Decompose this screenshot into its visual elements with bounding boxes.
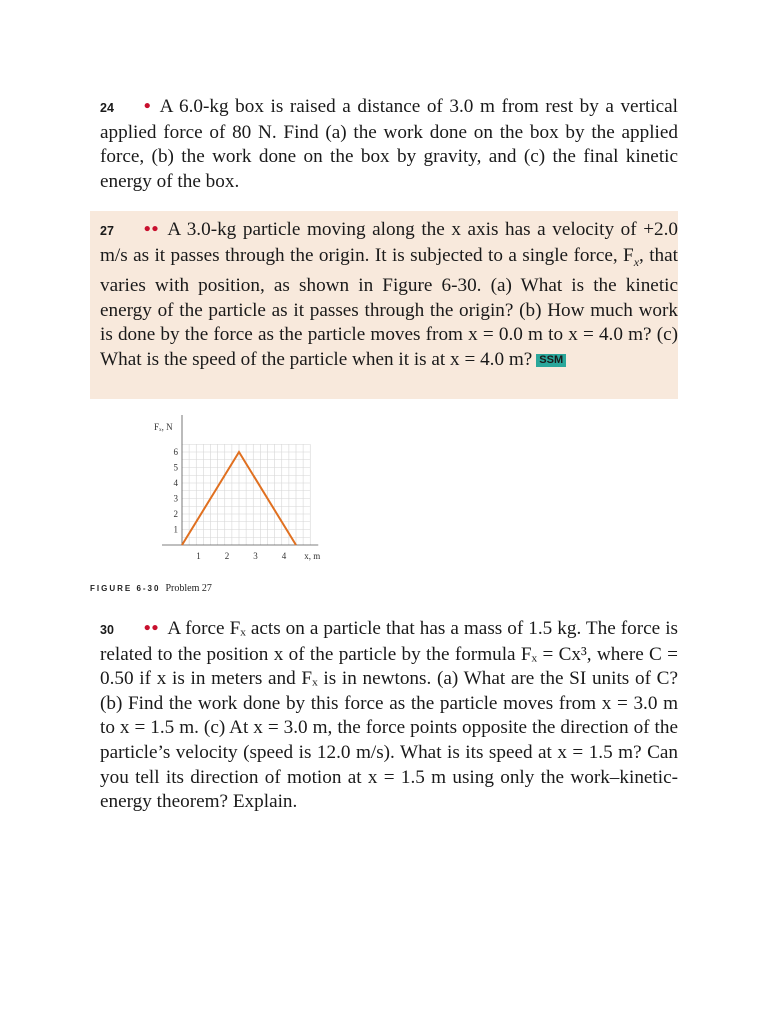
figure-label: FIGURE 6-30	[90, 584, 161, 593]
problem-27	[100, 218, 678, 373]
problem-text-part-2: , that varies with position, as shown in Figure 6-30. (a) What is the kinetic energy of the particle as it passes through the origin? (b) How much work is done by the force as the particle moves from x = 0.0 m to x = 4.0 m? (c) What is the speed of the particle when it is at x = 4.0 m?	[100, 244, 679, 370]
subscript: x	[633, 254, 640, 269]
x-tick-label: 1	[196, 551, 201, 561]
ssm-badge[interactable]: SSM	[536, 354, 566, 367]
problem-number: 30	[100, 623, 114, 637]
y-tick-label: 3	[173, 493, 178, 504]
force-position-chart	[140, 415, 360, 575]
problem-text: A force Fₓ acts on a particle that has a mass of 1.5 kg. The force is related to the position x of the particle by the formula Fₓ = Cx³, where C = 0.50 if x is in meters and Fₓ is in newtons. (a) What are the SI units of C? (b) Find the work done by this force as the particle moves from x = 3.0 m to x = 1.5 m. (c) At x = 3.0 m, the force points opposite the direction of the particle’s velocity (speed is 12.0 m/s). What is its speed at x = 1.5 m? Can you tell its direction of motion at x = 1.5 m using only the work–kinetic-energy theorem? Explain.	[100, 618, 678, 813]
x-tick-label: 4	[281, 551, 287, 561]
difficulty-dots: ••	[143, 219, 160, 240]
x-tick-label: 2	[224, 551, 230, 561]
problem-number: 24	[100, 101, 114, 115]
problem-24	[100, 95, 678, 194]
problem-text: A 6.0-kg box is raised a distance of 3.0 m from rest by a vertical applied force of 80 N. Find (a) the work done on the box by the applied force, (b) the work done on the box by gravity, and (c) the final kinetic energy of the box.	[100, 96, 678, 192]
y-tick-label: 1	[173, 524, 178, 535]
figure-caption-text: Problem 27	[165, 583, 212, 594]
y-tick-label: 6	[173, 447, 178, 457]
problem-30	[100, 617, 678, 815]
figure-caption	[90, 583, 212, 594]
y-axis-label: Fₓ, N	[154, 422, 173, 432]
x-axis-label: x, m	[304, 551, 321, 561]
x-tick-label: 3	[253, 551, 258, 561]
difficulty-dots: •	[143, 96, 152, 117]
problem-number: 27	[100, 224, 114, 238]
y-tick-label: 2	[173, 509, 178, 519]
difficulty-dots: ••	[143, 618, 160, 639]
problem-text-part-1: A 3.0-kg particle moving along the x axis has a velocity of +2.0 m/s as it passes through the origin. It is subjected to a single force, F	[100, 219, 678, 266]
y-tick-label: 4	[173, 478, 178, 488]
y-tick-label: 5	[173, 462, 178, 473]
